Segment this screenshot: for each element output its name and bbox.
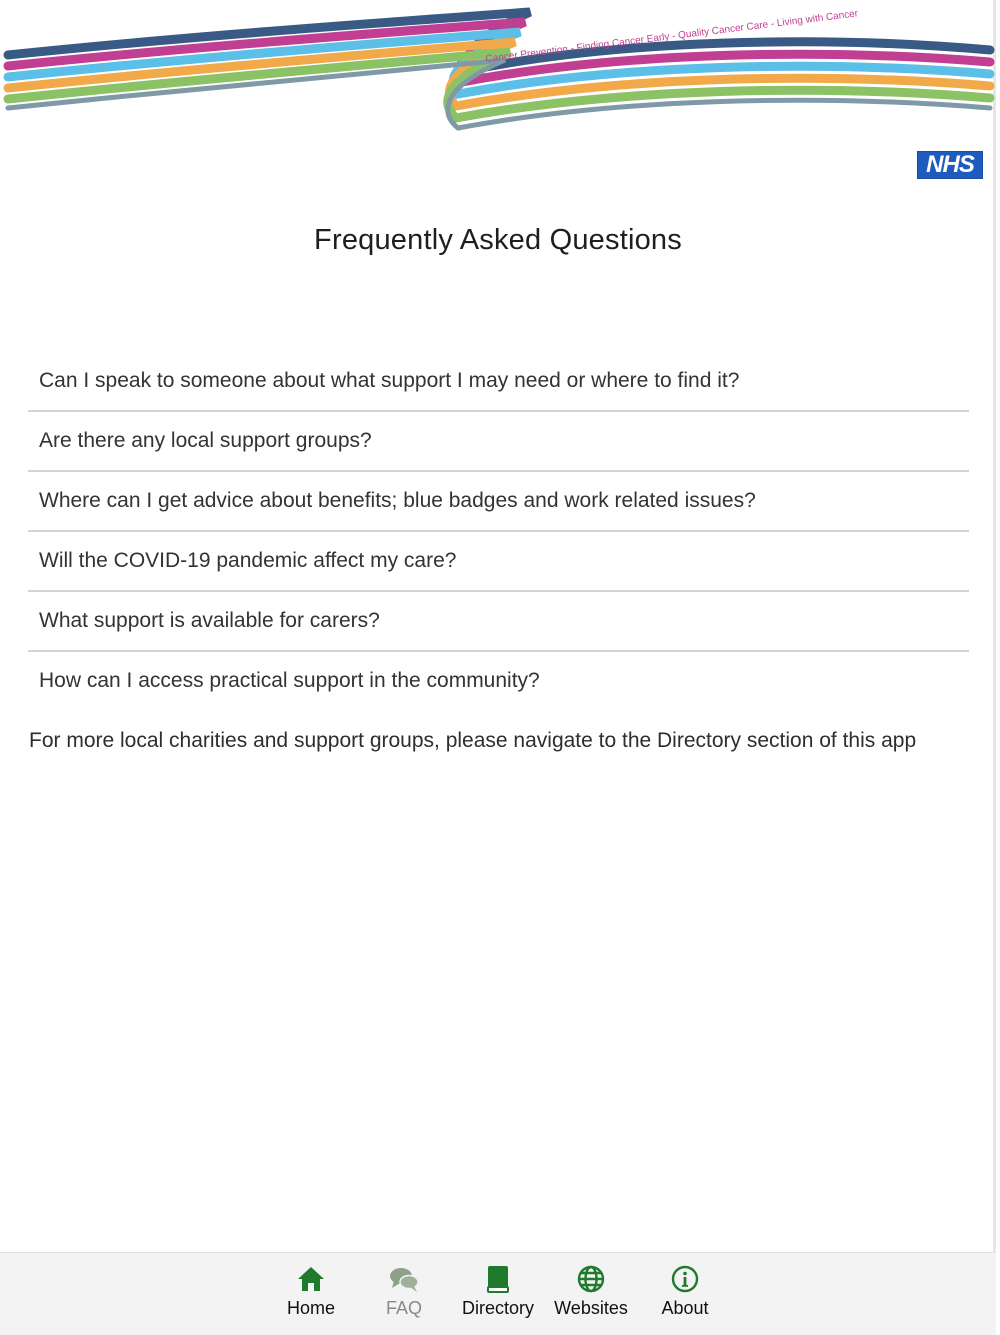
faq-item[interactable]: Are there any local support groups? — [28, 412, 969, 472]
tab-label: About — [661, 1298, 709, 1318]
home-icon — [296, 1264, 326, 1294]
tab-label: Websites — [554, 1298, 628, 1318]
info-icon — [670, 1264, 700, 1294]
faq-item[interactable]: What support is available for carers? — [28, 592, 969, 652]
nhs-logo: NHS — [917, 151, 983, 179]
tab-label: FAQ — [385, 1298, 422, 1318]
bottom-tab-bar — [0, 1252, 996, 1335]
tab-about[interactable] — [639, 1253, 731, 1335]
tab-directory[interactable] — [452, 1253, 544, 1335]
tab-label: Home — [286, 1298, 335, 1318]
faq-item[interactable]: Will the COVID-19 pandemic affect my care? — [28, 532, 969, 592]
book-icon — [483, 1264, 513, 1294]
banner-tagline: Cancer Prevention - Finding Cancer Early - Quality Cancer Care - Living with Cancer — [485, 8, 859, 65]
faq-item[interactable]: Can I speak to someone about what support I may need or where to find it? — [28, 352, 969, 412]
globe-icon — [576, 1264, 606, 1294]
tab-label: Directory — [461, 1298, 534, 1318]
faq-list — [28, 352, 969, 710]
directory-note: For more local charities and support groups, please navigate to the Directory section of this app — [29, 729, 917, 752]
tab-faq[interactable] — [358, 1253, 450, 1335]
page-title: Frequently Asked Questions — [314, 224, 682, 256]
chat-icon — [389, 1264, 419, 1294]
tab-home[interactable] — [265, 1253, 357, 1335]
header-banner — [0, 0, 996, 150]
faq-item[interactable]: How can I access practical support in the community? — [39, 669, 540, 692]
faq-item[interactable]: Where can I get advice about benefits; blue badges and work related issues? — [28, 472, 969, 532]
tab-websites[interactable] — [545, 1253, 637, 1335]
